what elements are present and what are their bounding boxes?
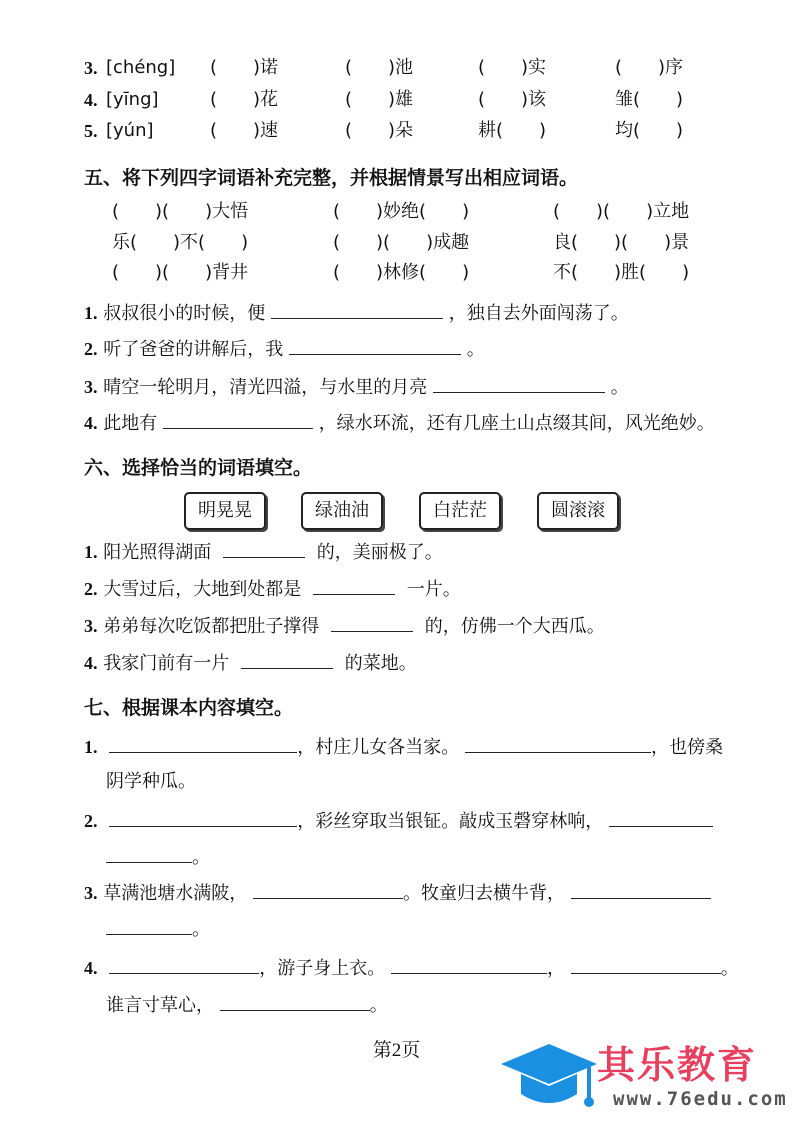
question-text: 弟弟每次吃饭都把肚子撑得 <box>103 616 320 637</box>
question-text: ，绿水环流，还有几座土山点缀其间，风光绝妙。 <box>318 413 715 434</box>
answer-blank[interactable] <box>223 537 305 558</box>
fill-item: ( )实 <box>478 57 547 78</box>
answer-blank[interactable] <box>571 878 711 899</box>
fill-item: 均( ) <box>615 120 684 141</box>
question-line <box>84 372 629 403</box>
fill-item: ( )速 <box>210 120 279 141</box>
fill-item: ( )花 <box>210 89 279 110</box>
question-text: 大雪过后，大地到处都是 <box>103 579 302 600</box>
question-text: 谁言寸草心， <box>106 995 214 1016</box>
question-number: 4. <box>84 958 98 978</box>
question-text: 。 <box>192 919 210 940</box>
pinyin-label: [chéng] <box>106 57 176 78</box>
question-text: 我家门前有一片 <box>103 653 230 674</box>
section-7-title: 七、根据课本内容填空。 <box>84 697 294 719</box>
question-number: 3. <box>84 616 98 636</box>
question-text: ，彩丝穿取当银钲。敲成玉磬穿林响， <box>297 811 604 832</box>
question-text: ，也傍桑 <box>650 737 723 758</box>
question-number: 2. <box>84 579 98 599</box>
question-text: 的，美丽极了。 <box>316 542 443 563</box>
question-text: ，村庄儿女各当家。 <box>297 737 460 758</box>
answer-blank[interactable] <box>106 842 192 863</box>
word-choice-box[interactable]: 白茫茫 <box>419 492 501 530</box>
question-number: 3. <box>84 883 98 903</box>
idiom-item: ( )林修( ) <box>333 262 470 283</box>
fill-item: ( )雄 <box>345 89 414 110</box>
answer-blank[interactable] <box>313 574 395 595</box>
question-text: 草满池塘水满陂， <box>103 883 248 904</box>
fill-item: ( )池 <box>345 57 414 78</box>
question-text: 。 <box>192 847 210 868</box>
question-number: 1. <box>84 737 98 757</box>
question-text: 一片。 <box>406 579 461 600</box>
question-number: 2. <box>84 811 98 831</box>
answer-blank[interactable] <box>241 648 333 669</box>
question-number: 4. <box>84 413 98 433</box>
question-text: 此地有 <box>103 413 158 434</box>
question-text: 。 <box>369 995 388 1016</box>
question-text: 的，仿佛一个大西瓜。 <box>424 616 605 637</box>
graduation-cap-icon <box>493 1032 603 1122</box>
fill-item: 耕( ) <box>478 120 547 141</box>
question-text: ，独自去外面闯荡了。 <box>448 303 629 324</box>
question-text: 听了爸爸的讲解后，我 <box>103 339 284 360</box>
answer-blank[interactable] <box>465 732 651 753</box>
answer-blank[interactable] <box>433 372 605 393</box>
question-line <box>84 574 461 605</box>
idiom-item: ( )( )背井 <box>112 262 249 283</box>
section-5-title: 五、将下列四字词语补充完整，并根据情景写出相应词语。 <box>84 167 579 189</box>
question-number: 2. <box>84 339 98 359</box>
question-text: 。牧童归去横牛背， <box>402 883 565 904</box>
word-choice-box[interactable]: 圆滚滚 <box>537 492 619 530</box>
answer-blank[interactable] <box>289 334 461 355</box>
word-choice-box[interactable]: 明晃晃 <box>184 492 266 530</box>
answer-blank[interactable] <box>571 953 721 974</box>
pinyin-label: [yún] <box>106 120 154 141</box>
fill-item: ( )朵 <box>345 120 414 141</box>
question-number: 5. <box>84 121 98 141</box>
question-line <box>84 408 715 439</box>
page-number: 第2页 <box>372 1040 421 1061</box>
question-text: 叔叔很小的时候，便 <box>103 303 266 324</box>
question-line <box>84 648 417 679</box>
answer-blank[interactable] <box>109 953 259 974</box>
answer-blank[interactable] <box>271 298 443 319</box>
question-line <box>106 842 210 873</box>
question-line <box>84 806 713 837</box>
word-choice-box[interactable]: 绿油油 <box>301 492 383 530</box>
section-6-title: 六、选择恰当的词语填空。 <box>84 457 313 479</box>
question-text: 阳光照得湖面 <box>103 542 212 563</box>
idiom-item: ( )( )立地 <box>553 201 690 222</box>
question-text: 。 <box>720 958 739 979</box>
answer-blank[interactable] <box>253 878 403 899</box>
brand-name: 其乐教育 <box>597 1043 758 1087</box>
question-number: 1. <box>84 542 98 562</box>
question-number: 3. <box>84 58 98 78</box>
idiom-item: 乐( )不( ) <box>112 232 249 253</box>
question-line <box>84 298 629 329</box>
question-text: 。 <box>610 377 629 398</box>
fill-item: ( )序 <box>615 57 684 78</box>
answer-blank[interactable] <box>331 611 413 632</box>
question-line <box>84 953 739 984</box>
watermark-logo <box>493 1032 793 1122</box>
question-text: ，游子身上衣。 <box>259 958 386 979</box>
idiom-item: 良( )( )景 <box>553 232 690 253</box>
fill-item: 雏( ) <box>615 89 684 110</box>
answer-blank[interactable] <box>220 990 370 1011</box>
answer-blank[interactable] <box>163 408 313 429</box>
question-number: 3. <box>84 377 98 397</box>
question-text: 阴学种瓜。 <box>106 771 196 792</box>
answer-blank[interactable] <box>609 806 713 827</box>
question-line <box>106 990 388 1021</box>
pinyin-label: [yīng] <box>106 89 159 110</box>
question-line <box>84 878 711 909</box>
answer-blank[interactable] <box>109 806 297 827</box>
question-number: 4. <box>84 90 98 110</box>
question-number: 4. <box>84 653 98 673</box>
question-line <box>84 537 443 568</box>
question-line <box>84 732 723 763</box>
idiom-item: ( )( )成趣 <box>333 232 470 253</box>
idiom-item: ( )妙绝( ) <box>333 201 470 222</box>
answer-blank[interactable] <box>109 732 297 753</box>
question-line <box>84 611 605 642</box>
question-line <box>106 914 210 945</box>
question-line <box>84 334 485 365</box>
question-text: 的菜地。 <box>344 653 417 674</box>
word-choices <box>0 492 793 530</box>
answer-blank[interactable] <box>391 953 547 974</box>
fill-item: ( )该 <box>478 89 547 110</box>
idiom-item: ( )( )大悟 <box>112 201 249 222</box>
fill-item: ( )诺 <box>210 57 279 78</box>
brand-url: www.76edu.com <box>613 1088 788 1110</box>
answer-blank[interactable] <box>106 914 192 935</box>
question-number: 1. <box>84 303 98 323</box>
idiom-item: 不( )胜( ) <box>553 262 690 283</box>
question-text: 。 <box>466 339 485 360</box>
question-text: ， <box>546 958 565 979</box>
question-text: 晴空一轮明月，清光四溢，与水里的月亮 <box>103 377 428 398</box>
